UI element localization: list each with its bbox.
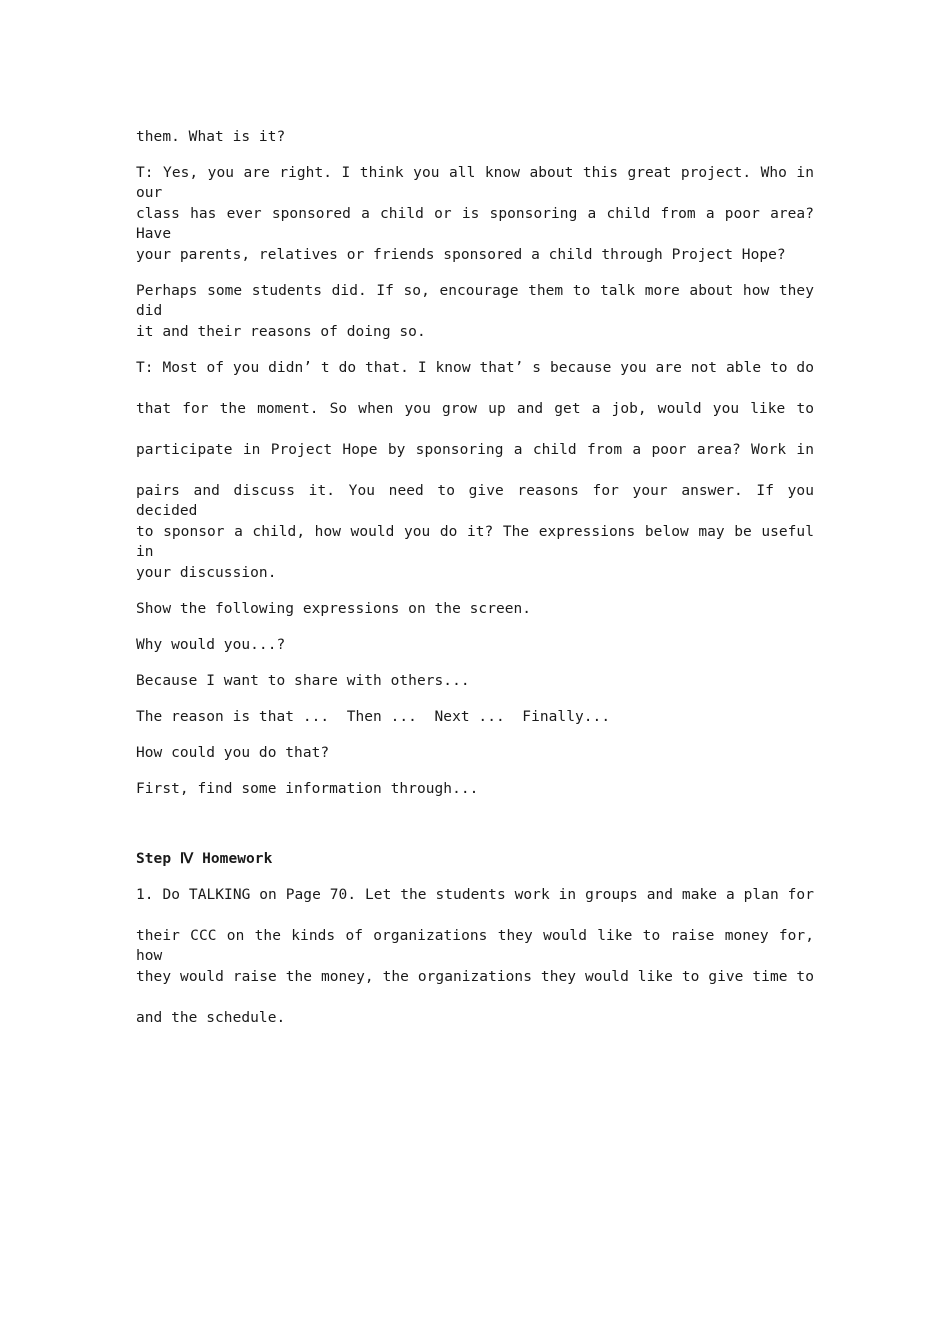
text-line: The reason is that ... Then ... Next ... Finally... bbox=[136, 709, 611, 725]
text-line: How could you do that? bbox=[136, 745, 330, 761]
text-line: to sponsor a child, how would you do it? The expressions below may be useful in bbox=[136, 524, 814, 560]
text-line: Because I want to share with others... bbox=[136, 673, 470, 689]
text-line: First, find some information through... bbox=[136, 781, 479, 797]
text-line: their CCC on the kinds of organizations they would like to raise money for, how bbox=[136, 928, 814, 964]
text-line: your parents, relatives or friends sponsored a child through Project Hope? bbox=[136, 247, 786, 263]
text-line: that for the moment. So when you grow up and get a job, would you like to bbox=[136, 401, 814, 417]
text-line: T: Yes, you are right. I think you all know about this great project. Who in our bbox=[136, 165, 814, 201]
text-line: Perhaps some students did. If so, encourage them to talk more about how they did bbox=[136, 283, 814, 319]
homework-heading: Step Ⅳ Homework bbox=[136, 851, 273, 867]
text-line: Show the following expressions on the screen. bbox=[136, 601, 532, 617]
text-line: it and their reasons of doing so. bbox=[136, 324, 426, 340]
text-line: participate in Project Hope by sponsoring a child from a poor area? Work in bbox=[136, 442, 814, 458]
text-line: them. What is it? bbox=[136, 129, 286, 145]
text-line: pairs and discuss it. You need to give reasons for your answer. If you decided bbox=[136, 483, 814, 519]
text-line: class has ever sponsored a child or is sponsoring a child from a poor area? Have bbox=[136, 206, 814, 242]
text-line: and the schedule. bbox=[136, 1010, 286, 1026]
text-line: your discussion. bbox=[136, 565, 277, 581]
text-line: Why would you...? bbox=[136, 637, 286, 653]
text-line: 1. Do TALKING on Page 70. Let the students work in groups and make a plan for bbox=[136, 887, 814, 903]
text-line: T: Most of you didn’ t do that. I know that’ s because you are not able to do bbox=[136, 360, 814, 376]
text-line: they would raise the money, the organizations they would like to give time to bbox=[136, 969, 814, 985]
